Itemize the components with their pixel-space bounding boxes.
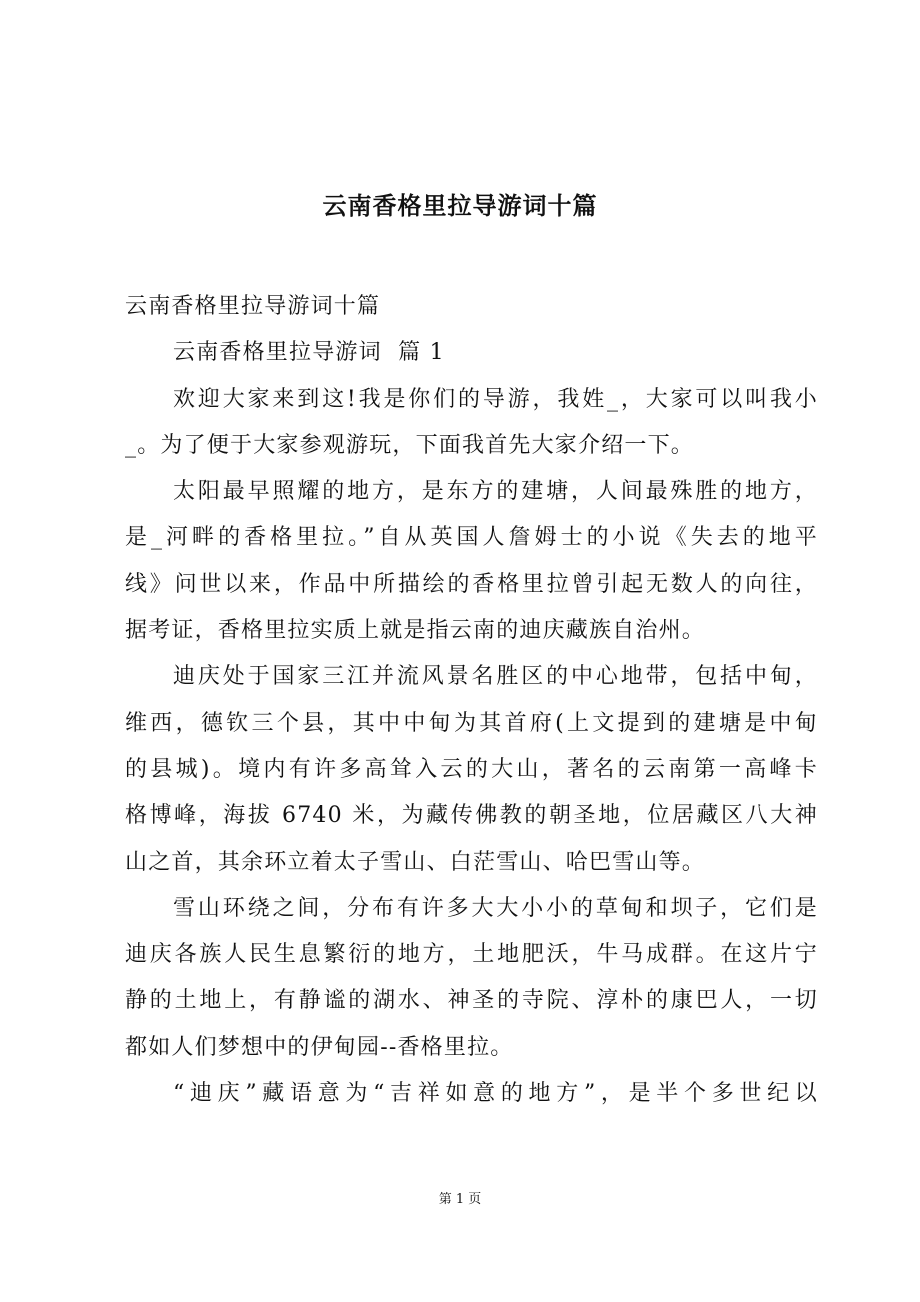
section-heading: 云南香格里拉导游词 篇 1: [173, 340, 445, 366]
text-line: 静的土地上，有静谧的湖水、神圣的寺院、淳朴的康巴人，一切: [125, 988, 818, 1014]
text-line: 是_河畔的香格里拉。”自从英国人詹姆士的小说《失去的地平: [125, 525, 818, 551]
text-line: 山之首，其余环立着太子雪山、白茫雪山、哈巴雪山等。: [125, 849, 706, 875]
text-line: 线》问世以来，作品中所描绘的香格里拉曾引起无数人的向往，: [125, 571, 818, 597]
page-number: 第 1 页: [438, 1192, 482, 1207]
text-line: 据考证，香格里拉实质上就是指云南的迪庆藏族自治州。: [125, 618, 706, 644]
document-title: 云南香格里拉导游词十篇: [322, 191, 598, 220]
document-body: [125, 284, 818, 1117]
text-line: 太阳最早照耀的地方，是东方的建塘，人间最殊胜的地方，: [173, 479, 818, 505]
text-line: 云南香格里拉导游词十篇: [125, 294, 381, 319]
text-line: _。为了便于大家参观游玩，下面我首先大家介绍一下。: [125, 432, 695, 458]
text-line: 雪山环绕之间，分布有许多大大小小的草甸和坝子，它们是: [173, 895, 818, 921]
text-line: 的县城)。境内有许多高耸入云的大山，著名的云南第一高峰卡: [125, 756, 818, 782]
text-line: 迪庆各族人民生息繁衍的地方，土地肥沃，牛马成群。在这片宁: [125, 942, 818, 968]
text-line: 欢迎大家来到这!我是你们的导游，我姓_，大家可以叫我小: [173, 386, 818, 412]
text-line: 都如人们梦想中的伊甸园--香格里拉。: [125, 1034, 514, 1060]
text-line: 迪庆处于国家三江并流风景名胜区的中心地带，包括中甸，: [173, 664, 818, 690]
text-line: 格博峰，海拔 6740 米，为藏传佛教的朝圣地，位居藏区八大神: [125, 803, 818, 829]
text-line: “迪庆”藏语意为“吉祥如意的地方”，是半个多世纪以: [173, 1081, 818, 1107]
text-line: 维西，德钦三个县，其中中甸为其首府(上文提到的建塘是中甸: [125, 710, 818, 736]
